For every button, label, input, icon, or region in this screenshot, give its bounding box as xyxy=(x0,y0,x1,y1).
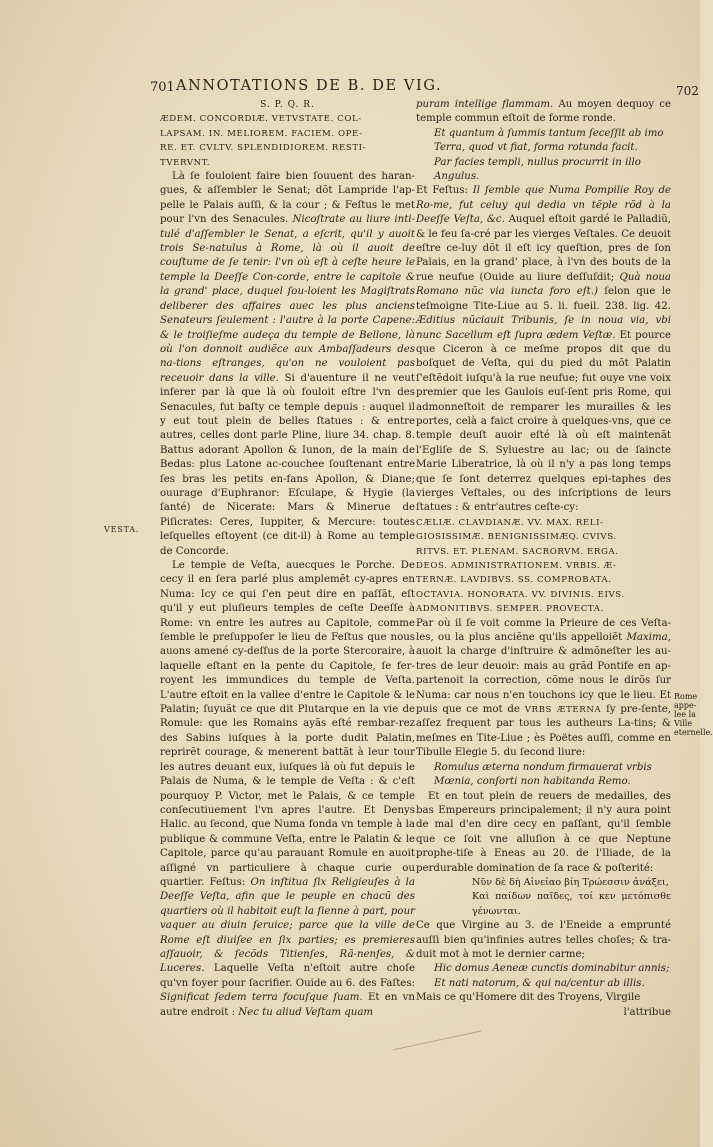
paragraph xyxy=(416,617,671,761)
inscription-line: CÆLIÆ. CLAVDIANÆ. VV. MAX. RELI- xyxy=(416,517,604,528)
body-text: Le temple de Veſta, auecques le Porche. De cecy il en ſera parlé plus amplemẽt cy-apres en Numa: Icy ce qui ſ'en peut dire en paſſãt, eſt qu'il y eut pluſieurs temples de ceſte Deeſſe à Rome: vn entre les autres au Capitole, comme ſemble le preſuppoſer le lieu de Feſtus que nous auons amené cy-deſſus de la porte Stercoraire, à laquelle eſtant en la pente du Capitole, ſe fer-royent les immundices du temple de Veſta. L'autre eſtoit en la vallee d'entre le Capitole & le Palatin; ſuyuãt ce que dit Plutarque en la vie de Romule: que les Romains ayãs eſté rembar-rez des Sabins iuſques à la porte dudit Palatin, reprirẽt courage, & menerent battãt à leur tour les autres deuant eux, iuſques là où fut depuis le Palais de Numa, & le temple de Veſta : & c'eſt pourquoy P. Victor, met le Palais, & ce temple conſecutiuement l'vn apres l'autre. Et Denys Halic. au ſecond, que Numa fonda vn temple à la publique & commune Veſta, entre le Palatin & le Capitole, parce qu'au parauant Romule en auoit aſſigné vn particuliere à chaque curie ou quartier. Feſtus: xyxy=(160,560,415,888)
catchword: l'attribue xyxy=(623,1006,671,1018)
italic-quote: Maxima, xyxy=(626,632,671,644)
italic-quote: Æditius nũciauit Tribunis, ſe in noua via, vbi nunc Sacellum eſt ſupra ædem Veſtæ. xyxy=(416,315,671,341)
italic-quote: Significat ſedem terra focuſque ſuam. xyxy=(160,992,363,1004)
inscription-line: DEOS. ADMINISTRATIONEM. VRBIS. Æ- xyxy=(416,561,617,571)
body-text: Auquel eſtoit gardé le Palladiũ, & le feu ſa-cré par les vierges Veſtales. Ce deuoit eſtre ce-luy dõt il eſt icy queſtion, pres de ſon Palais, en la grand' place, à l'vn des bouts de la rue neufue (Ouide au liure deſſuſdit; xyxy=(416,214,672,283)
italic-quote: Quà noua Romano nũc via iuncta foro eſt.) xyxy=(416,271,672,298)
right-column xyxy=(416,98,671,1020)
inscription-line: GIOSISSIMÆ. BENIGNISSIMÆQ. CVIVS. xyxy=(416,532,617,543)
paragraph: Ce que Virgine au 3. de l'Eneide a emprunté auſſi bien qu'infinies autres telles choſes; & tra-duit mot à mot le dernier carme; xyxy=(416,920,671,960)
body-text: Au moyen dequoy ce temple commun eſtoit de forme ronde. xyxy=(416,99,671,125)
body-text: auoit la charge d'inſtruire & admõneſter les au-tres de leur deuoir: mais au grãd Pontife en ap-partenoit la correction, cõme nous le dirõs ſur Numa: car nous n'en touchons icy que le lieu. Et puis que ce mot de xyxy=(416,646,671,716)
inscription-line: LAPSAM. IN. MELIOREM. FACIEM. OPE- xyxy=(160,128,363,139)
paper-crease xyxy=(393,1031,481,1052)
inscription-line: ÆDEM. CONCORDIÆ. VETVSTATE. COL- xyxy=(160,114,362,125)
small-caps-text: VRBS ÆTERNA xyxy=(524,705,602,716)
inscription-line: TERNÆ. LAVDIBVS. SS. COMPROBATA. xyxy=(416,575,612,586)
inscription-line: RITVS. ET. PLENAM. SACRORVM. ERGA. xyxy=(416,546,619,557)
left-column xyxy=(160,98,415,1020)
body-text: ſy pre-ſente, aſſez frequent par tous les autheurs La-tins; & meſmes en Tite-Liue ; ès Poëtes auſſi, comme en Tibulle Elegie 5. du ſecond liure: xyxy=(416,704,671,759)
verse-line: Romulus æterna nondum firmauerat vrbis xyxy=(434,761,652,773)
italic-quote: Il ſemble que Numa Pompilie Roy de Ro-me, fut celuy qui dedia vn tẽple rõd à la Deeſſe Veſta, &c. xyxy=(416,185,671,226)
body-text: Et pource que Ciceron à ce meſme propos dit que du boſquet de Veſta, qui du pied du mõt Palatin ſ'eſtẽdoit iuſqu'à la rue neufue; fut ouye vne voix premier que les Gaulois euſ-ſent pris Rome, qui admonneſtoit de remparer les murailles & les portes, celà a faict croire à quelques-vns, que ce temple deuſt auoir eſté là où eſt maintenãt l'Egliſe de S. Syluestre au lac; ou de ſaincte Marie Liberatrice, là où il n'y a pas long temps que ſe ſont deterrez quelques epi-taphes des vierges Veſtales, ou des inſcriptions de leurs ſtatues : & entr'autres ceſte-cy: xyxy=(416,329,671,514)
inscription-line: RE. ET. CVLTV. SPLENDIDIOREM. RESTI- xyxy=(160,143,367,154)
verse-line: Mœnia, conſorti non habitanda Remo. xyxy=(434,776,631,788)
body-text: Laquelle Veſta n'eſtoit autre choſe qu'vn foyer pour ſacrifier. Ouide au 6. des Faſtes: xyxy=(160,963,415,989)
paragraph xyxy=(160,559,415,1020)
inscription-line: TVERVNT. xyxy=(160,157,211,168)
paragraph xyxy=(416,184,671,515)
body-text: Et Feſtus: xyxy=(416,185,468,197)
margin-note-roma: Rome appe-lee la Ville eternelle. xyxy=(674,692,713,737)
italic-quote: Nicoſtrate au liure inti-tulé d'aſſembler le Senat, a eſcrit, qu'il y auoit trois Se-natulus à Rome, là où il auoit de couſtume de ſe tenir: l'vn où eſt à ceſte heure le temple la Deeſſe Con-corde, entre le capitole & la grand' place, duquel ſou-loient les Magiſtrats deliberer des affaires auec les plus anciens Senateurs ſeulement : l'autre à la porte Capene: & le troiſieſme audeça du temple de Bellone, là où l'on donnoit audiẽce aux Ambaſſadeurs des na-tions eſtranges, qu'on ne vouloient pas receuoir dans la ville. xyxy=(160,214,415,384)
paragraph: Et en tout plein de reuers de medailles, des bas Empereurs principalement; il n'y aura point de mal d'en dire cecy en paſſant, qu'il ſemble que ce ſoit vne alluſion à ce que Neptune prophe-tiſe à Eneas au 20. de l'Iliade, de la perdurable domination de ſa race & poſterité: xyxy=(416,790,671,874)
body-text: ſelon que le teſmoigne Tite-Liue au 5. li. fueil. 238. lig. 42. xyxy=(416,286,671,312)
verse-line: Terra, quod vt fiat, forma rotunda facit. xyxy=(434,142,638,154)
verse-line: Hic domus Aeneæ cunctis dominabitur annis; xyxy=(434,963,670,975)
verse-line: Par facies templi, nullus procurrit in illo xyxy=(434,156,641,168)
italic-quote: puram intellige flammam. xyxy=(416,99,554,110)
paragraph xyxy=(160,170,415,559)
inscription-heading: S. P. Q. R. xyxy=(260,100,315,110)
page-number-right: 702 xyxy=(676,84,699,98)
margin-note-vesta: VESTA. xyxy=(104,525,140,534)
verse-line: Et quantum à ſummis tantum ſeceſſit ab imo xyxy=(434,127,664,139)
verse-line: Angulus. xyxy=(434,171,480,183)
running-head: ANNOTATIONS DE B. DE VIG. xyxy=(176,78,443,94)
body-text: Par où il ſe voit comme la Prieure de ces Veſta-les, ou la plus anciẽne qu'ils appelloiẽt xyxy=(416,617,671,644)
inscription-line: ADMONITIBVS. SEMPER. PROVECTA. xyxy=(416,604,604,615)
body-text: Si d'auenture il ne veut inferer par là que là où fouloit eſtre l'vn des Senacules, fut baſty ce temple depuis : auquel il y eut tout plein de belles ſtatues : & entre autres, celles dont parle Pline, liure 34. chap. 8. Battus adorant Apollon & Iunon, de la main de Bedas: plus Latone ac-couchee ſouſtenant entre ſes bras les petits en-fans Apollon, & Diane; ouurage d'Euphranor: Eſculape, & Hygie (la ſanté) de Nicerate: Mars & Minerue de Piſicrates: Ceres, Iuppiter, & Mercure: toutes leſquelles eſtoyent (ce dit-il) à Rome au temple de Concorde. xyxy=(160,372,416,557)
body-text: Et en vn autre endroit : xyxy=(160,992,415,1018)
paragraph: Mais ce qu'Homere dit des Troyens, Virgile xyxy=(416,992,641,1004)
paragraph xyxy=(416,98,671,127)
italic-quote: Nec tu aliud Veſtam quam xyxy=(238,1006,374,1018)
inscription-line: OCTAVIA. HONORATA. VV. DIVINIS. EIVS. xyxy=(416,589,625,600)
italic-quote: On inſtitua ſix Religieuſes à la Deeſſe Veſta, afin que le peuple en chacũ des quartiers où il habitoit euſt la ſienne à part, pour vaquer au diuin ſeruice; parce que la ville de Rome eſt diuiſee en ſix parties; es premieres aſſauoir, & ſecõds Titienſes, Rã-nenſes, & Luceres. xyxy=(160,876,415,975)
greek-line: Νῦν δὲ δὴ Αἰνείαο βίη Τρώεσσιν ἀνάξει, xyxy=(472,876,669,888)
body-text: Là ſe fouloient faire bien ſouuent des haran-gues, & aſſembler le Senat; dõt Lampride l'ap-pelle le Palais auſſi, & la cour ; & Feſtus le met pour l'vn des Senacules. xyxy=(160,171,415,226)
greek-line: Καὶ παίδων παῖδες, τοί κεν μετόπισθε γένωνται. xyxy=(472,891,671,917)
verse-line: Et nati natorum, & qui na/centur ab illis. xyxy=(434,977,645,989)
page-number-left: 701 xyxy=(150,80,175,95)
